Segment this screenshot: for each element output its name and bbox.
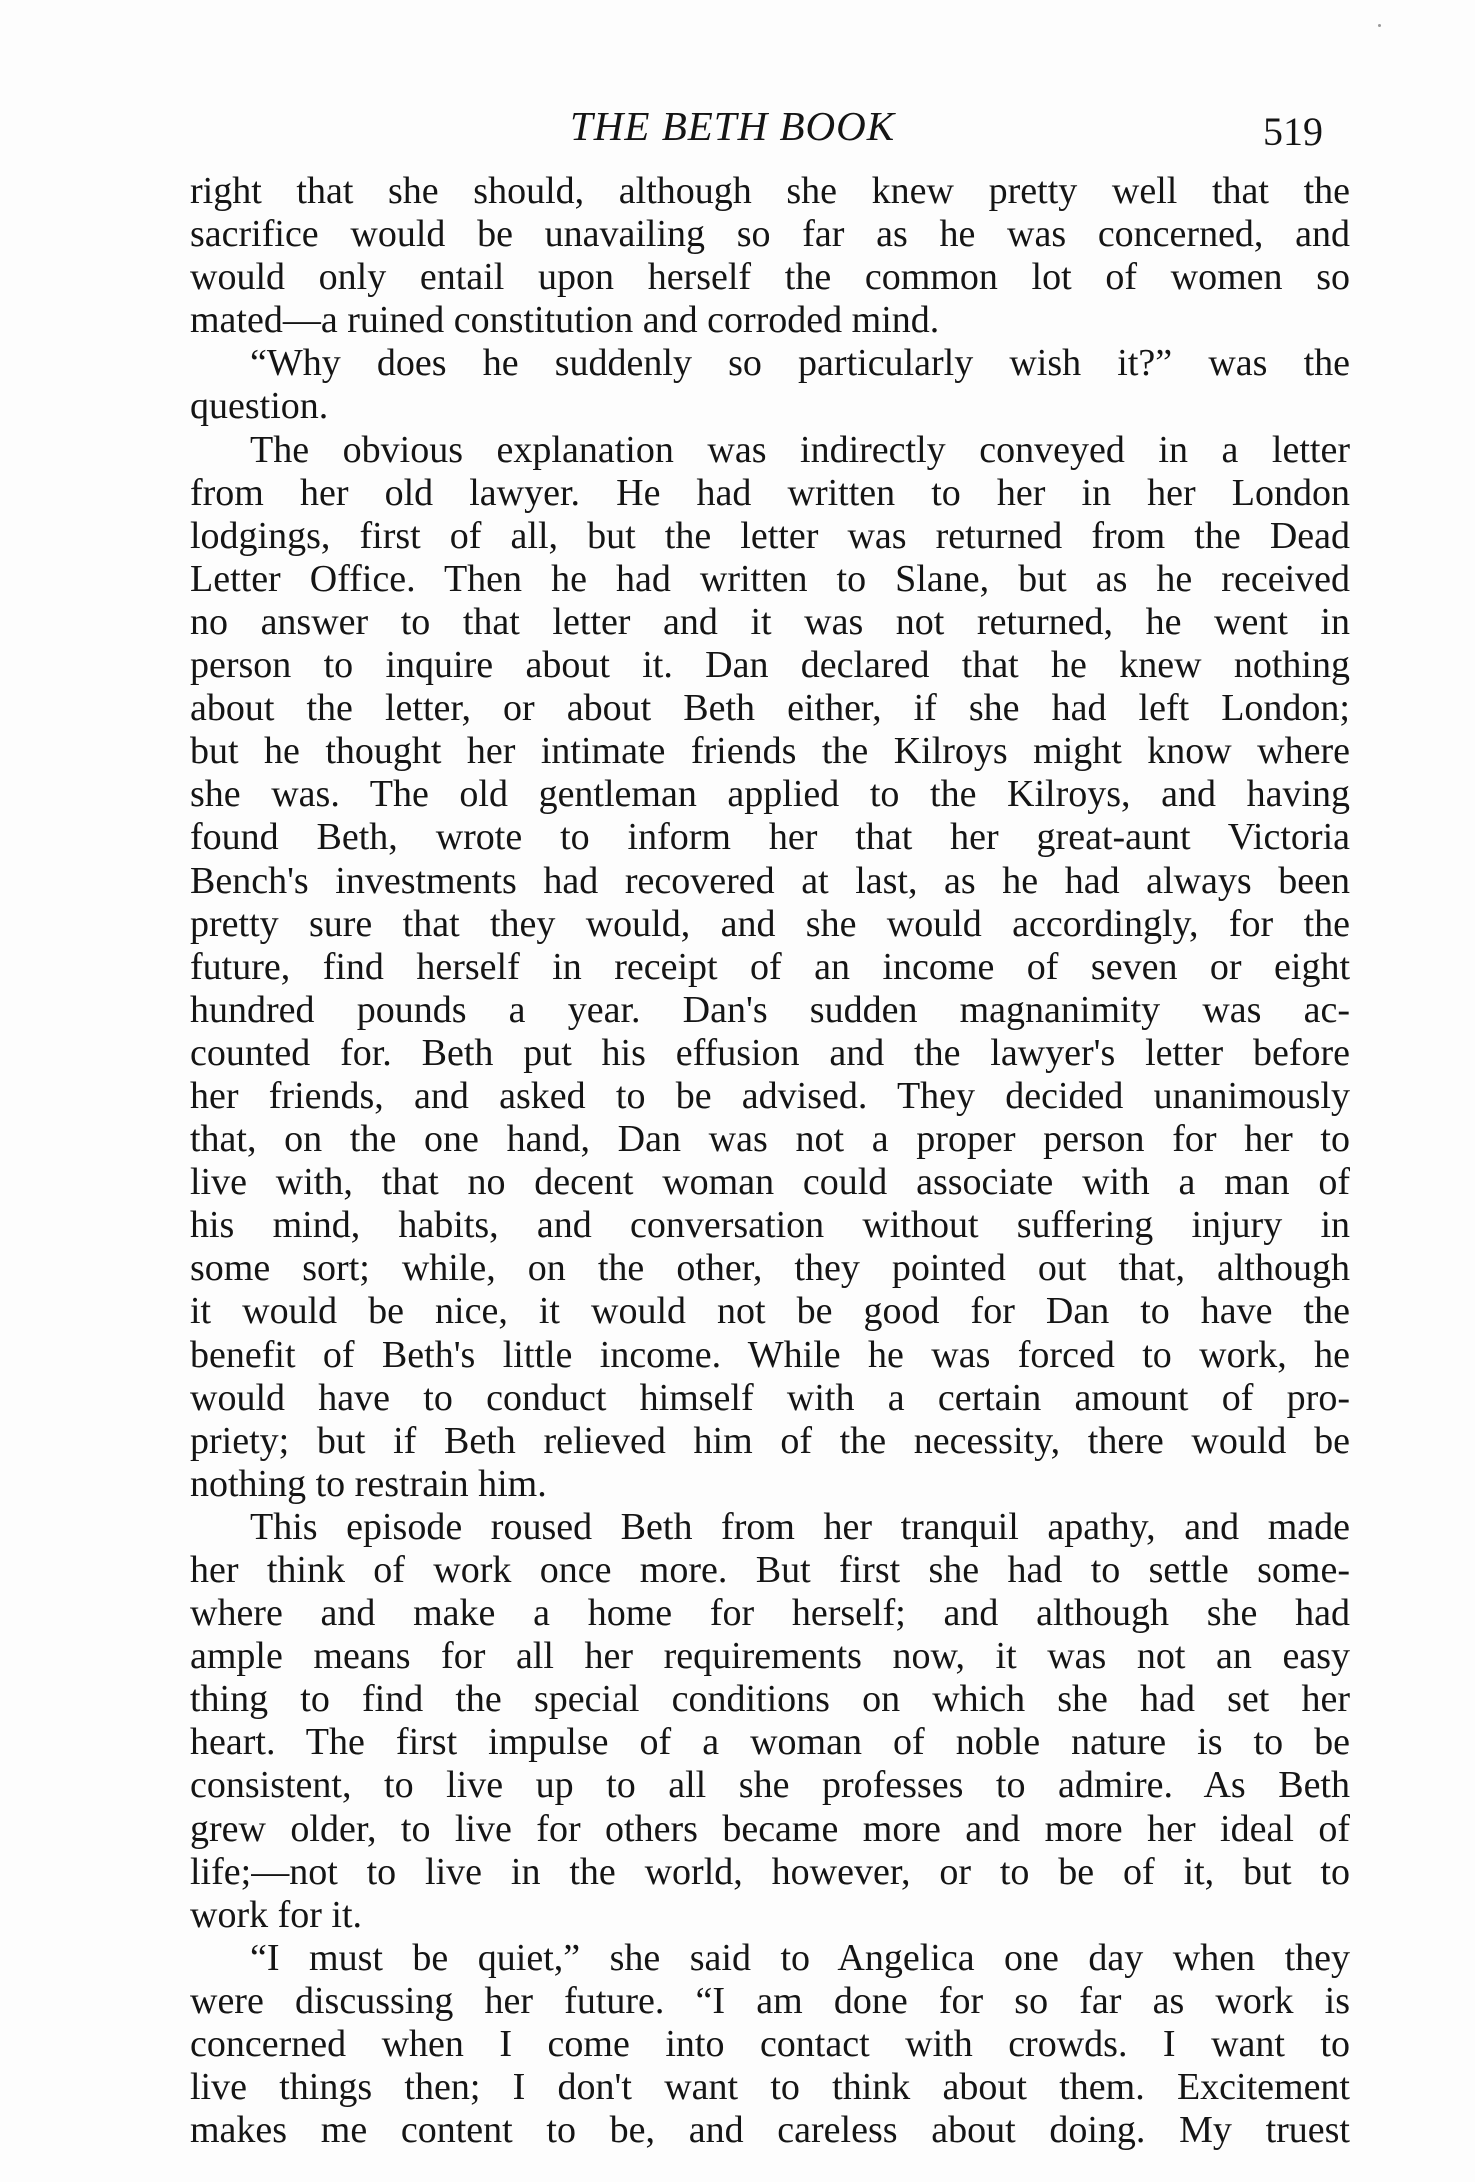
text-line: question.: [190, 385, 329, 428]
text-line: would only entail upon herself the common lot of women so: [190, 256, 1350, 299]
text-line: priety; but if Beth relieved him of the necessity, there would be: [190, 1419, 1350, 1462]
text-line: hundred pounds a year. Dan's sudden magnanimity was ac-: [190, 988, 1350, 1031]
running-title: THE BETH BOOK: [570, 103, 896, 149]
text-line: pretty sure that they would, and she would accordingly, for the: [190, 902, 1350, 945]
text-line: from her old lawyer. He had written to her in her London: [190, 471, 1350, 514]
text-line: nothing to restrain him.: [190, 1462, 547, 1505]
text-line: some sort; while, on the other, they pointed out that, although: [190, 1247, 1350, 1290]
text-line: ample means for all her requirements now, it was not an easy: [190, 1635, 1350, 1678]
text-line: Letter Office. Then he had written to Slane, but as he received: [190, 557, 1350, 600]
text-line: were discussing her future. “I am done for so far as work is: [190, 1979, 1350, 2022]
text-line: would have to conduct himself with a certain amount of pro-: [190, 1376, 1350, 1419]
text-line: thing to find the special conditions on which she had set her: [190, 1678, 1350, 1721]
speck-mark: [1378, 24, 1381, 27]
text-line: about the letter, or about Beth either, if she had left London;: [190, 687, 1350, 730]
text-line: that, on the one hand, Dan was not a proper person for her to: [190, 1118, 1350, 1161]
text-line: Bench's investments had recovered at last, as he had always been: [190, 859, 1350, 902]
text-line: found Beth, wrote to inform her that her great-aunt Victoria: [190, 816, 1350, 859]
text-line: her friends, and asked to be advised. They decided unanimously: [190, 1074, 1350, 1117]
text-line: makes me content to be, and careless about doing. My truest: [190, 2109, 1350, 2152]
text-line: live with, that no decent woman could associate with a man of: [190, 1161, 1350, 1204]
text-line: concerned when I come into contact with crowds. I want to: [190, 2023, 1350, 2066]
body-text: [190, 170, 1350, 2152]
text-line: person to inquire about it. Dan declared that he knew nothing: [190, 644, 1350, 687]
text-line: The obvious explanation was indirectly conveyed in a letter: [250, 428, 1350, 471]
text-line: but he thought her intimate friends the Kilroys might know where: [190, 730, 1350, 773]
text-line: her think of work once more. But first she had to settle some-: [190, 1549, 1350, 1591]
text-line: life;—not to live in the world, however, or to be of it, but to: [190, 1850, 1350, 1893]
text-line: consistent, to live up to all she professes to admire. As Beth: [190, 1764, 1350, 1807]
text-line: right that she should, although she knew pretty well that the: [190, 170, 1350, 212]
text-line: work for it.: [190, 1893, 363, 1936]
text-line: live things then; I don't want to think about them. Excitement: [190, 2066, 1350, 2109]
page-number: 519: [1263, 109, 1323, 154]
text-line: benefit of Beth's little income. While he was forced to work, he: [190, 1333, 1350, 1376]
text-line: heart. The first impulse of a woman of noble nature is to be: [190, 1721, 1350, 1764]
text-line: “Why does he suddenly so particularly wish it?” was the: [250, 342, 1350, 385]
text-line: lodgings, first of all, but the letter was returned from the Dead: [190, 514, 1350, 557]
text-line: This episode roused Beth from her tranquil apathy, and made: [250, 1505, 1350, 1548]
text-line: grew older, to live for others became more and more her ideal of: [190, 1807, 1350, 1850]
text-line: no answer to that letter and it was not returned, he went in: [190, 600, 1350, 643]
text-line: sacrifice would be unavailing so far as he was concerned, and: [190, 213, 1350, 256]
text-line: she was. The old gentleman applied to the Kilroys, and having: [190, 773, 1350, 816]
text-line: future, find herself in receipt of an income of seven or eight: [190, 945, 1350, 988]
text-line: counted for. Beth put his effusion and the lawyer's letter before: [190, 1031, 1350, 1074]
text-line: where and make a home for herself; and although she had: [190, 1592, 1350, 1635]
page-header: [0, 96, 1475, 156]
text-line: his mind, habits, and conversation without suffering injury in: [190, 1204, 1350, 1247]
text-line: it would be nice, it would not be good for Dan to have the: [190, 1290, 1350, 1333]
text-line: “I must be quiet,” she said to Angelica one day when they: [250, 1936, 1350, 1979]
text-line: mated—a ruined constitution and corroded mind.: [190, 299, 940, 342]
